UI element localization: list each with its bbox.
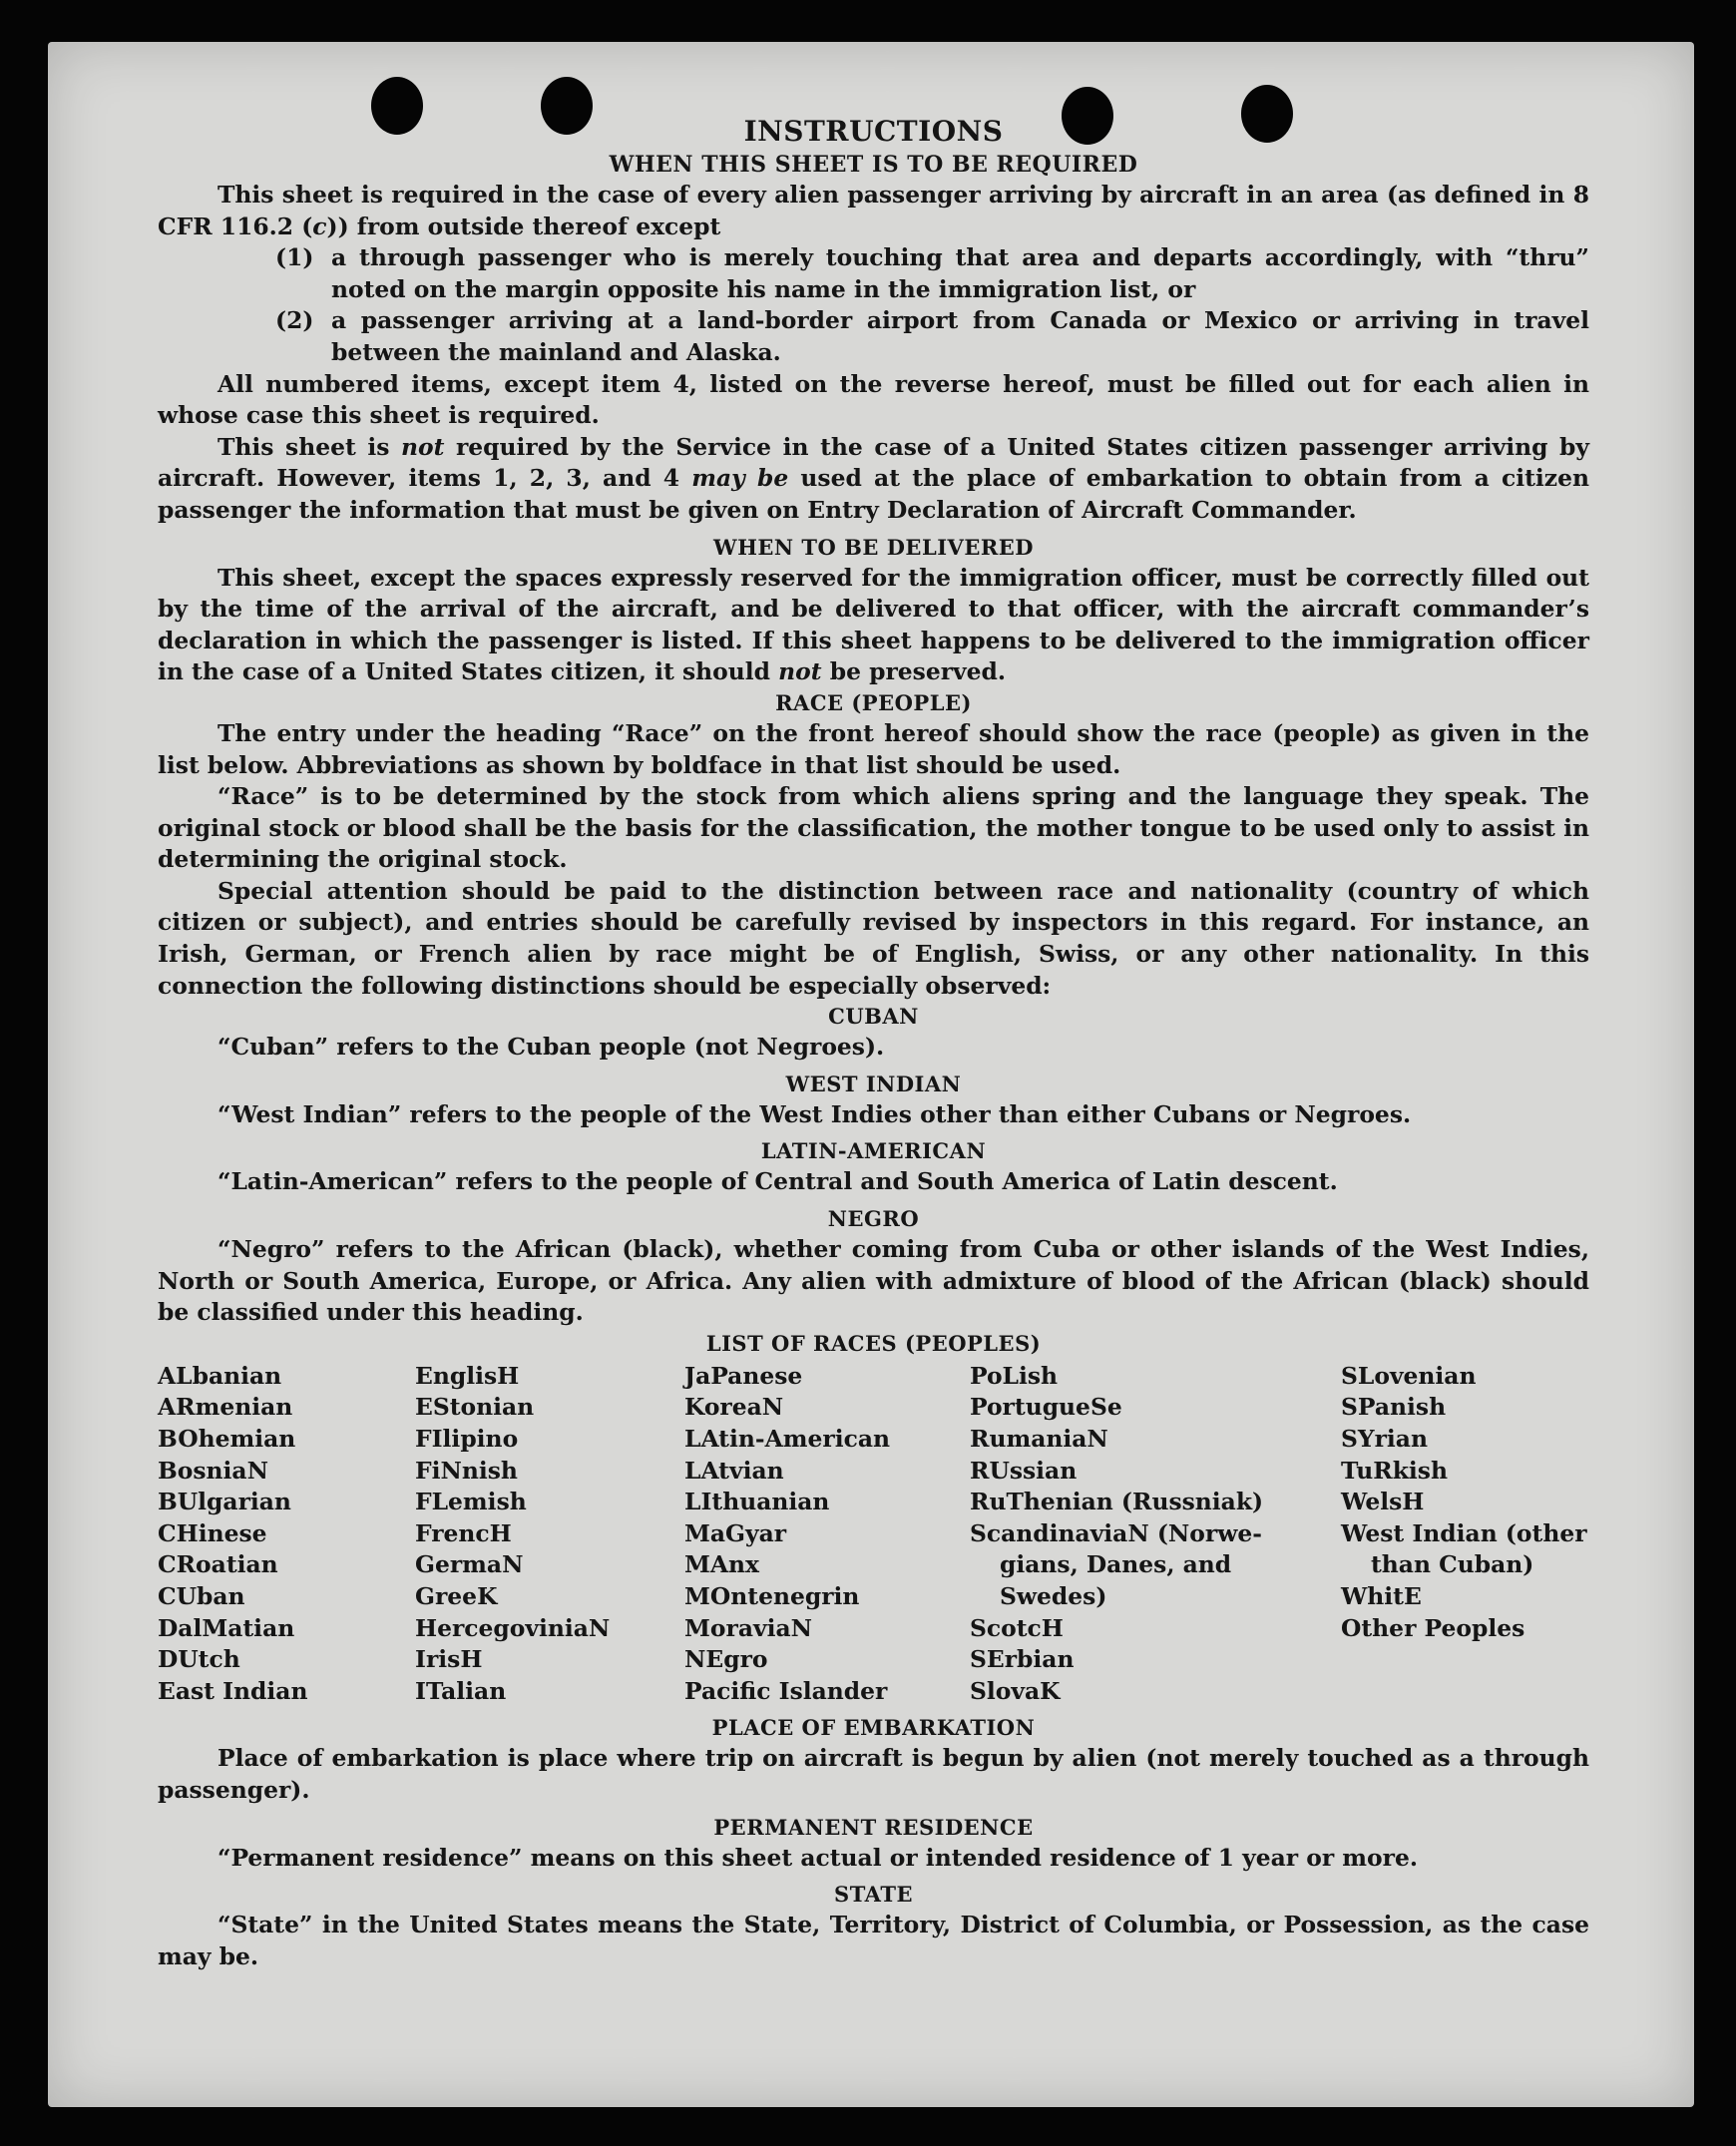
list-item: JaPanese bbox=[684, 1361, 803, 1390]
paragraph: Place of embarkation is place where trip on aircraft is begun by alien (not merely touched as a through passenger). bbox=[158, 1744, 1589, 1804]
list-item: MAnx bbox=[684, 1550, 759, 1579]
paragraph: This sheet is not required by the Service in the case of a United States citizen passenger arriving by aircraft. However, items 1, 2, 3, and 4 may be used at the place of embarkation to obtain from a citizen passenger the information that must be given on Entry Declaration of Aircraft Commander. bbox=[158, 432, 1589, 524]
list-item: CHinese bbox=[158, 1518, 267, 1547]
list-item: West Indian (other bbox=[1341, 1518, 1587, 1547]
list-item: than Cuban) bbox=[1371, 1550, 1534, 1579]
paragraph: “Cuban” refers to the Cuban people (not Negroes). bbox=[217, 1033, 885, 1062]
list-item: GermaN bbox=[415, 1550, 524, 1579]
paragraph: Special attention should be paid to the distinction between race and nationality (country of which citizen or subject), and entries should be carefully revised by inspectors in this regard. For instance, an Irish, German, or French alien by race might be of English, Swiss, or any other nationality. In this connection the following distinctions should be especially observed: bbox=[158, 876, 1589, 1000]
list-item: (1) a through passenger who is merely touching that area and departs accordingly, with “thru” noted on the margin opposite his name in the immigration list, or bbox=[275, 243, 1589, 303]
list-item: EStonian bbox=[415, 1393, 535, 1422]
list-item: FrencH bbox=[415, 1518, 512, 1547]
list-item: SlovaK bbox=[970, 1676, 1061, 1705]
list-item: Other Peoples bbox=[1341, 1613, 1525, 1642]
paragraph: “Permanent residence” means on this sheet actual or intended residence of 1 year or more. bbox=[217, 1843, 1418, 1872]
list-item: FIlipino bbox=[415, 1425, 519, 1453]
list-item: LIthuanian bbox=[684, 1488, 830, 1516]
list-item: NEgro bbox=[684, 1645, 768, 1674]
list-item: ScotcH bbox=[970, 1613, 1064, 1642]
list-item: TuRkish bbox=[1341, 1456, 1448, 1485]
list-item: RumaniaN bbox=[970, 1425, 1108, 1453]
races-column bbox=[1341, 1361, 1589, 1708]
section-heading: RACE (PEOPLE) bbox=[775, 689, 972, 715]
list-item: MOntenegrin bbox=[684, 1581, 860, 1610]
list-item: RUssian bbox=[970, 1456, 1078, 1485]
list-item: SYrian bbox=[1341, 1425, 1428, 1453]
list-item: LAtvian bbox=[684, 1456, 784, 1485]
list-item: ITalian bbox=[415, 1676, 507, 1705]
paragraph: This sheet, except the spaces expressly reserved for the immigration officer, must be correctly filled out by the time of the arrival of the aircraft, and be delivered to that officer, with the aircraft commander’s declaration in which the passenger is listed. If this sheet happens to be delivered to the immigration officer in the case of a United States citizen, it should not be preserved. bbox=[158, 563, 1589, 686]
list-item: CUban bbox=[158, 1581, 245, 1610]
list-item: Swedes) bbox=[1000, 1581, 1107, 1610]
document-sheet bbox=[48, 42, 1694, 2107]
list-item: FiNnish bbox=[415, 1456, 518, 1485]
list-item: ARmenian bbox=[158, 1393, 293, 1422]
list-item: (2) a passenger arriving at a land-border airport from Canada or Mexico or arriving in travel between the mainland and Alaska. bbox=[275, 306, 1589, 366]
section-heading: LIST OF RACES (PEOPLES) bbox=[705, 1330, 1042, 1356]
section-heading: PERMANENT RESIDENCE bbox=[713, 1814, 1034, 1840]
section-heading: WHEN TO BE DELIVERED bbox=[712, 534, 1034, 560]
section-heading: WEST INDIAN bbox=[785, 1071, 962, 1096]
paragraph: “Race” is to be determined by the stock from which aliens spring and the language they speak. The original stock or blood shall be the basis for the classification, the mother tongue to be used only to assist in determining the original stock. bbox=[158, 782, 1589, 874]
section-heading: NEGRO bbox=[827, 1206, 920, 1232]
list-item: WelsH bbox=[1341, 1488, 1425, 1516]
section-heading: STATE bbox=[834, 1882, 913, 1908]
paragraph: This sheet is required in the case of every alien passenger arriving by aircraft in an area (as defined in 8 CFR 116.2 (c)) from outside thereof except bbox=[158, 181, 1589, 240]
list-item: gians, Danes, and bbox=[1000, 1550, 1232, 1579]
list-item: ScandinaviaN (Norwe- bbox=[970, 1518, 1262, 1547]
races-column bbox=[970, 1361, 1341, 1708]
list-item: FLemish bbox=[415, 1488, 527, 1516]
list-item: MaGyar bbox=[684, 1518, 787, 1547]
list-item: SLovenian bbox=[1341, 1361, 1477, 1390]
paragraph: The entry under the heading “Race” on the front hereof should show the race (people) as given in the list below. Abbreviations as shown by boldface in that list should be used. bbox=[158, 718, 1589, 779]
section-heading: PLACE OF EMBARKATION bbox=[711, 1715, 1036, 1741]
list-item: PortugueSe bbox=[970, 1393, 1122, 1422]
paragraph: “State” in the United States means the State, Territory, District of Columbia, or Possession, as the case may be. bbox=[158, 1911, 1589, 1970]
paragraph: “Negro” refers to the African (black), whether coming from Cuba or other islands of the West Indies, North or South America, Europe, or Africa. Any alien with admixture of blood of the African (black) should be classified under this heading. bbox=[158, 1235, 1589, 1327]
paragraph: “West Indian” refers to the people of the West Indies other than either Cubans or Negroes. bbox=[217, 1099, 1412, 1128]
list-item: EnglisH bbox=[415, 1361, 520, 1390]
list-item: DUtch bbox=[158, 1645, 240, 1674]
list-item: CRoatian bbox=[158, 1550, 278, 1579]
races-table bbox=[158, 1361, 1589, 1708]
list-item: IrisH bbox=[415, 1645, 483, 1674]
list-item: GreeK bbox=[415, 1581, 498, 1610]
races-column bbox=[158, 1361, 415, 1708]
list-item: KoreaN bbox=[684, 1393, 784, 1422]
list-item: LAtin-American bbox=[684, 1425, 890, 1453]
races-column bbox=[684, 1361, 970, 1708]
paragraph: All numbered items, except item 4, listed on the reverse hereof, must be filled out for each alien in whose case this sheet is required. bbox=[158, 369, 1589, 430]
list-item: HercegoviniaN bbox=[415, 1613, 611, 1642]
list-item: Pacific Islander bbox=[684, 1676, 888, 1705]
list-item: SErbian bbox=[970, 1645, 1075, 1674]
list-item: BOhemian bbox=[158, 1425, 296, 1453]
races-column bbox=[415, 1361, 684, 1708]
list-item: DalMatian bbox=[158, 1613, 295, 1642]
section-heading: CUBAN bbox=[828, 1004, 919, 1030]
list-item: BUlgarian bbox=[158, 1488, 291, 1516]
list-item: ALbanian bbox=[158, 1361, 282, 1390]
list-item: PoLish bbox=[970, 1361, 1059, 1390]
list-item: BosniaN bbox=[158, 1456, 268, 1485]
list-item: SPanish bbox=[1341, 1393, 1447, 1422]
list-item: MoraviaN bbox=[684, 1613, 812, 1642]
paragraph: “Latin-American” refers to the people of Central and South America of Latin descent. bbox=[217, 1167, 1338, 1196]
list-item: East Indian bbox=[158, 1676, 308, 1705]
instructions-body bbox=[158, 114, 1589, 1972]
page-title: INSTRUCTIONS bbox=[743, 115, 1004, 148]
section-heading: WHEN THIS SHEET IS TO BE REQUIRED bbox=[609, 152, 1138, 178]
section-heading: LATIN-AMERICAN bbox=[760, 1138, 987, 1164]
list-item: RuThenian (Russniak) bbox=[970, 1488, 1264, 1516]
list-item: WhitE bbox=[1341, 1581, 1422, 1610]
